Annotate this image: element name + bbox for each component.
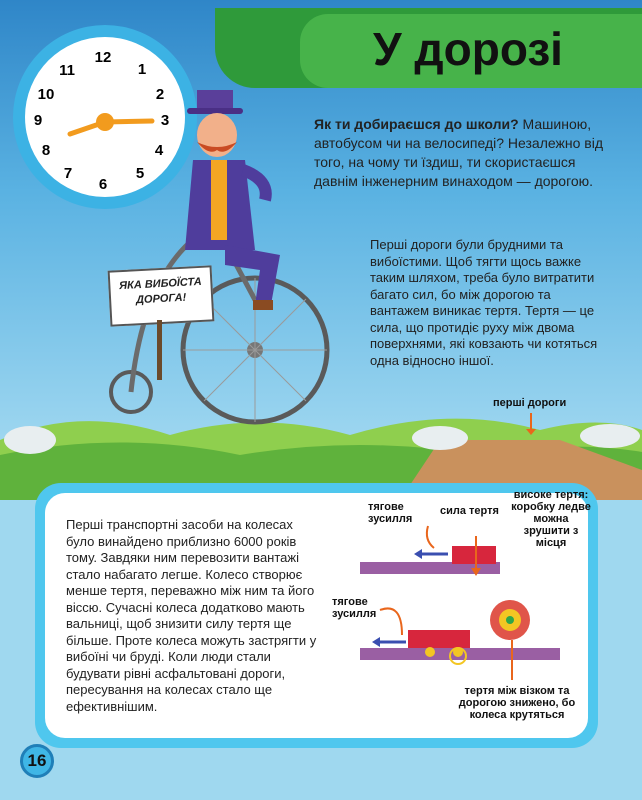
first-roads-arrow bbox=[530, 413, 532, 431]
clock-number: 2 bbox=[155, 86, 165, 103]
clock-number: 6 bbox=[98, 176, 108, 193]
clock-number: 7 bbox=[63, 165, 73, 182]
first-roads-paragraph: Перші дороги були брудними та вибоїстими. Щоб тягти щось важке таким шляхом, треба було витратити багато сил, бо між дорогою та вантажем виникає тертя. Тертя — це сила, що протидіє руху між двома поверхнями, які ковзають чи котяться одна відносно іншої. bbox=[370, 237, 598, 368]
sign-post bbox=[155, 320, 165, 380]
clock-number: 9 bbox=[33, 112, 43, 129]
cart-top bbox=[408, 630, 470, 648]
friction-force-label: сила тертя bbox=[440, 505, 499, 517]
clock-number: 5 bbox=[135, 165, 145, 182]
clock-number: 11 bbox=[59, 62, 75, 79]
clock-number: 4 bbox=[154, 142, 164, 159]
clock-number: 12 bbox=[94, 49, 112, 66]
bumpy-road-sign bbox=[108, 265, 215, 326]
pull-force-label-bottom: тягове зусилля bbox=[332, 596, 377, 620]
cart-wheel bbox=[425, 647, 435, 657]
intro-question: Як ти добираєшся до школи? bbox=[314, 116, 519, 132]
wheels-paragraph: Перші транспортні засоби на колесах було винайдено приблизно 6000 років тому. Завдяки ним перевозити вантажі стало набагато легше. Колесо створює менше тертя, переважно між ним та його віссю. Сучасні колеса додатково мають вальниці, щоб знизити силу тертя ще більше. Проте колеса можуть застрягти у вибоїні чи бруді. Коли люди стали будувати рівні асфальтовані дороги, пересування на колесах стало ще ефективнішим. bbox=[66, 517, 317, 714]
first-roads-label: перші дороги bbox=[493, 397, 567, 409]
intro-text: Машиною, автобусом чи на велосипеді? Незалежно від того, на чому ти їздиш, ти скористаєшся давнім інженерним винаходом — дорогою. bbox=[314, 116, 604, 189]
page-number: 16 bbox=[20, 744, 54, 778]
box-top bbox=[452, 546, 496, 564]
penny-farthing-rider bbox=[105, 60, 345, 430]
high-friction-label: високе тертя: коробку ледве можна зрушити з місця bbox=[511, 489, 591, 549]
clock-number: 3 bbox=[160, 112, 170, 129]
page-title: У дорозі bbox=[373, 23, 563, 75]
clock-number: 10 bbox=[37, 86, 55, 103]
sign-text: ЯКА ВИБОЇСТА ДОРОГА! bbox=[118, 275, 202, 307]
clock-number: 1 bbox=[137, 61, 147, 78]
intro-paragraph bbox=[314, 115, 604, 191]
clock-number: 8 bbox=[41, 142, 51, 159]
reduced-friction-label: тертя між візком та дорогою знижено, бо колеса крутяться bbox=[458, 685, 576, 721]
pull-force-label-top: тягове зусилля bbox=[368, 501, 413, 525]
